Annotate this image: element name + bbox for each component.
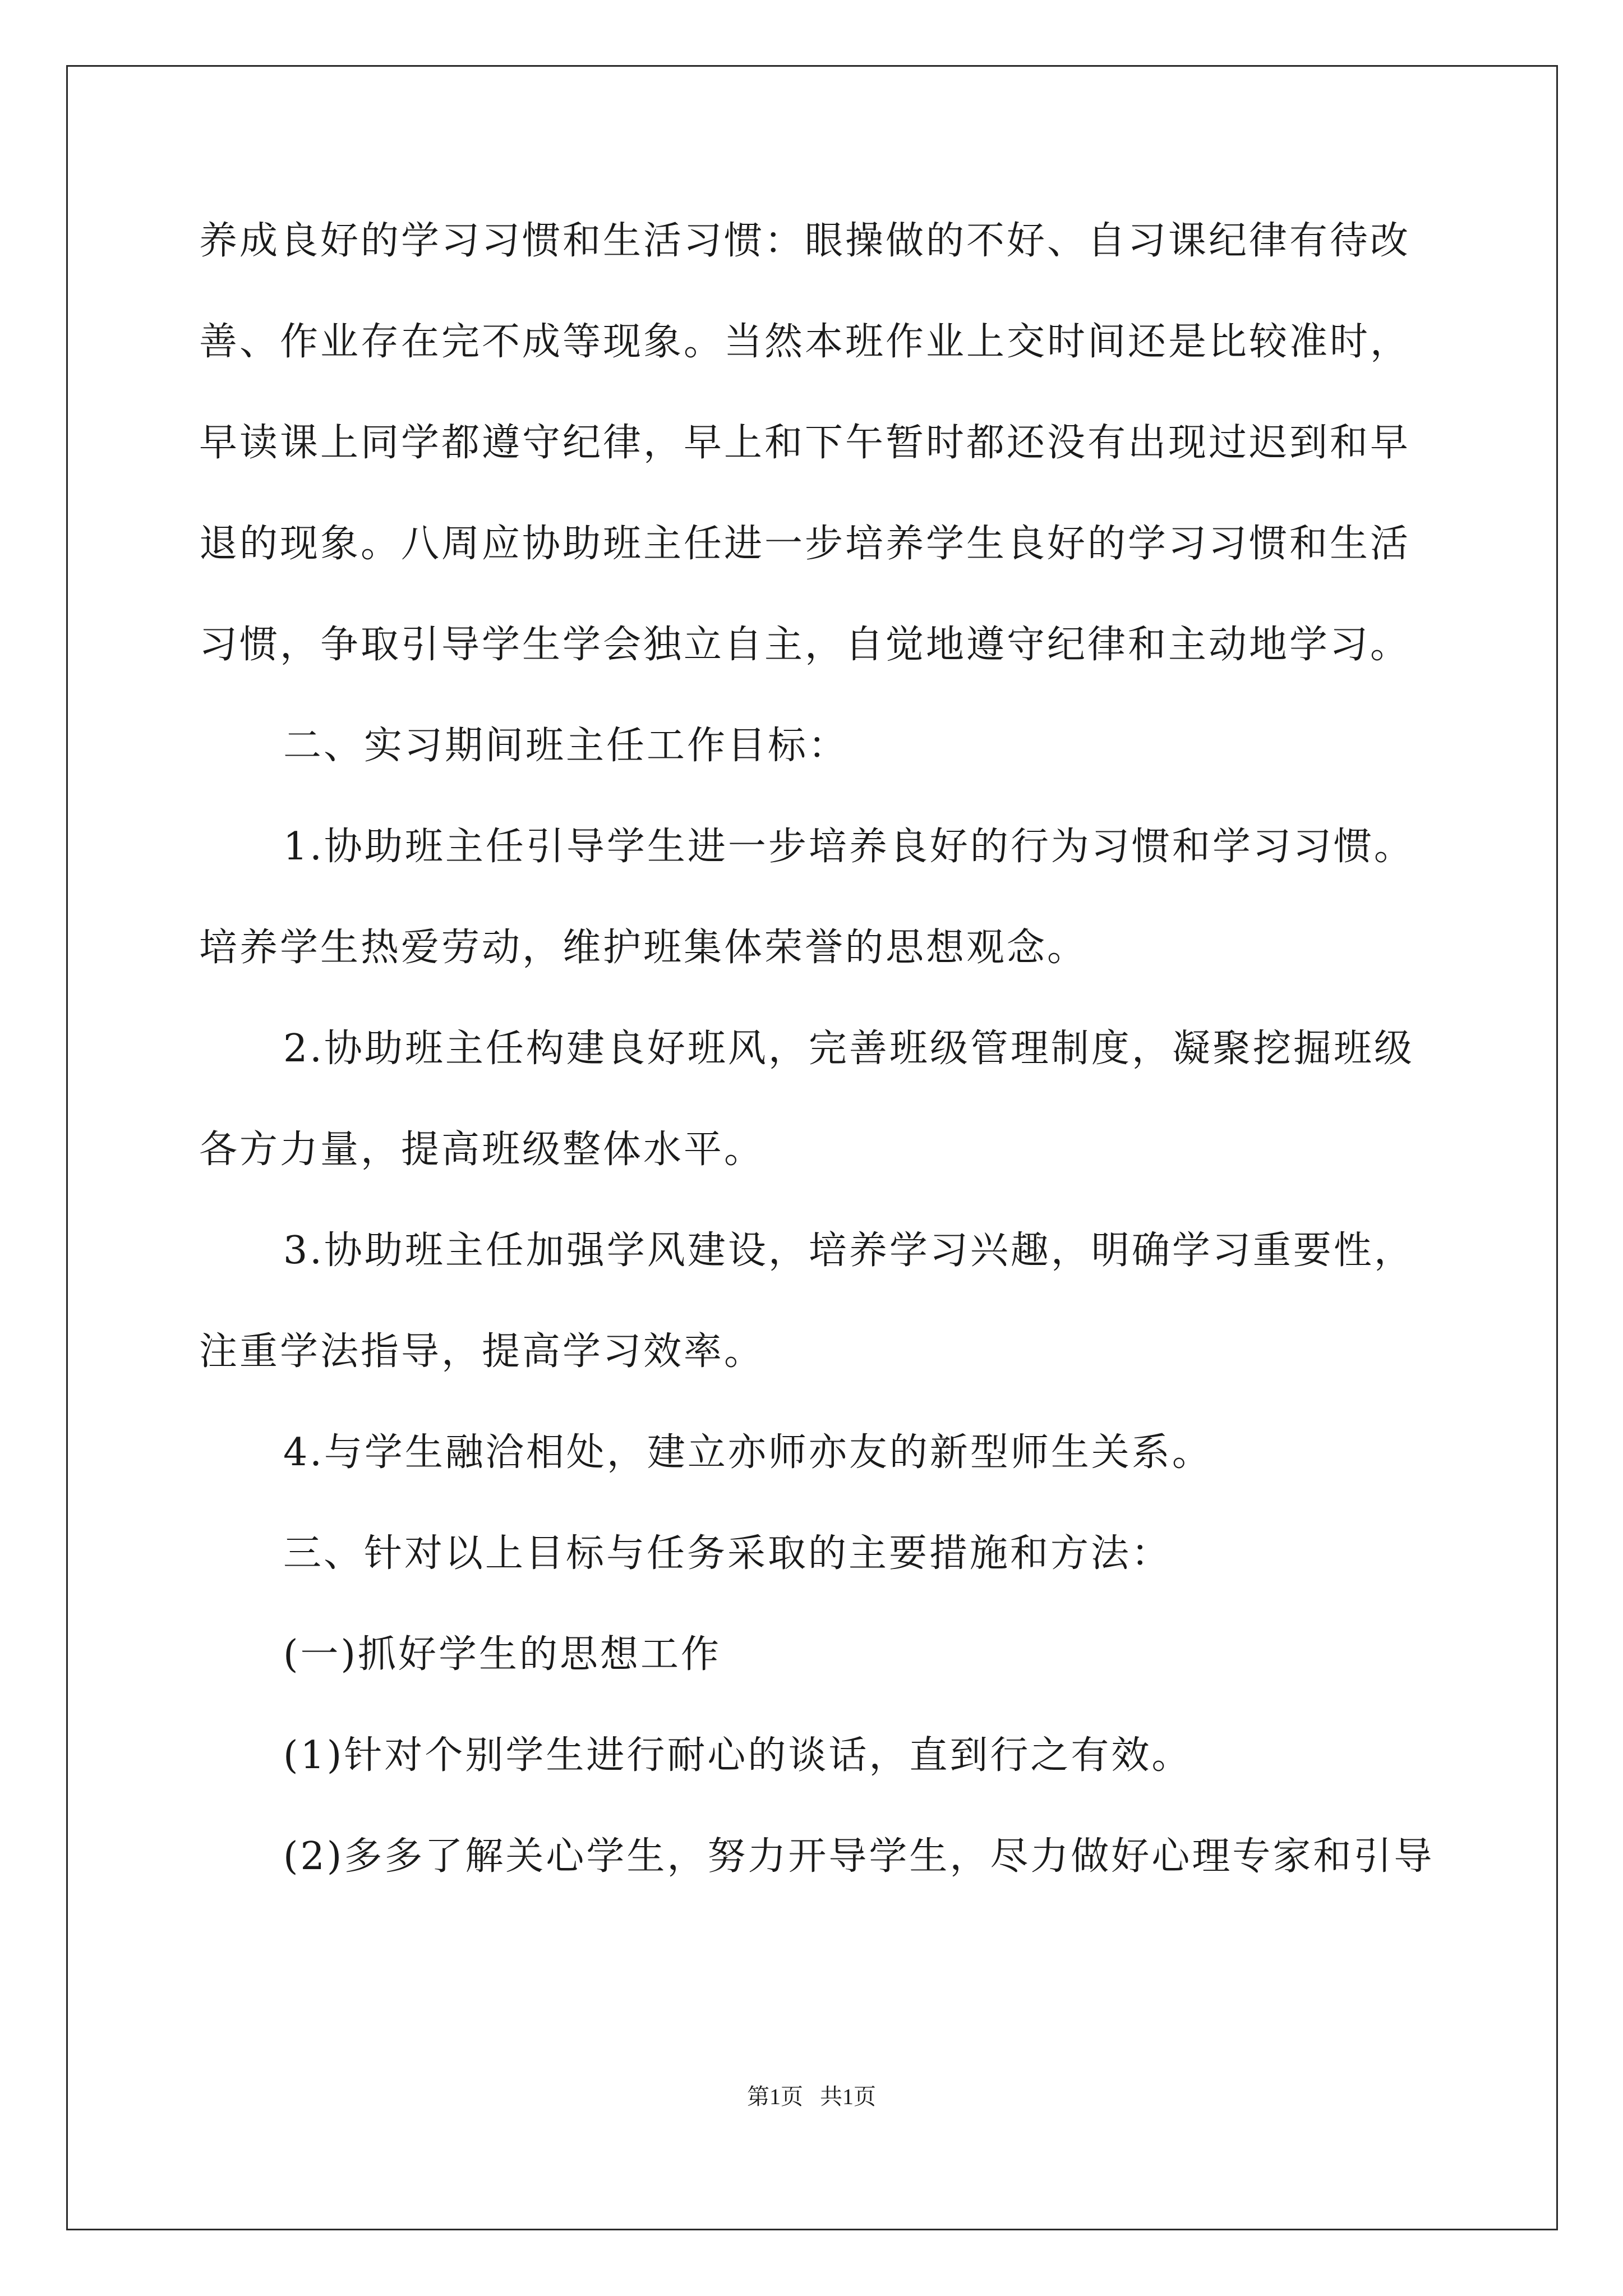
section-heading-3: 三、针对以上目标与任务采取的主要措施和方法： (283, 1531, 1172, 1576)
text-line-5: 习惯，争取引导学生学会独立自主，自觉地遵守纪律和主动地学习。 (199, 623, 1411, 667)
goal-item-3: 3.协助班主任加强学风建设，培养学习兴趣，明确学习重要性， (283, 1228, 1414, 1273)
measure-item-1: (1)针对个别学生进行耐心的谈话，直到行之有效。 (283, 1733, 1192, 1778)
page-footer: 第1页 共1页 (747, 2084, 876, 2109)
goal-item-1-cont: 培养学生热爱劳动，维护班集体荣誉的思想观念。 (199, 926, 1088, 970)
text-line-3: 早读课上同学都遵守纪律，早上和下午暂时都还没有出现过迟到和早 (199, 421, 1411, 465)
measure-item-2: (2)多多了解关心学生，努力开导学生，尽力做好心理专家和引导 (283, 1834, 1435, 1879)
subsection-heading-1: (一)抓好学生的思想工作 (283, 1632, 722, 1677)
text-line-1: 养成良好的学习习惯和生活习惯：眼操做的不好、自习课纪律有待改 (199, 219, 1411, 263)
goal-item-3-cont: 注重学法指导，提高学习效率。 (199, 1329, 765, 1374)
text-line-4: 退的现象。八周应协助班主任进一步培养学生良好的学习习惯和生活 (199, 522, 1411, 566)
section-heading-2: 二、实习期间班主任工作目标： (283, 724, 849, 768)
text-line-2: 善、作业存在完不成等现象。当然本班作业上交时间还是比较准时， (199, 320, 1411, 364)
goal-item-2: 2.协助班主任构建良好班风，完善班级管理制度，凝聚挖掘班级 (283, 1027, 1414, 1071)
goal-item-1: 1.协助班主任引导学生进一步培养良好的行为习惯和学习习惯。 (283, 825, 1414, 869)
goal-item-2-cont: 各方力量，提高班级整体水平。 (199, 1128, 765, 1172)
goal-item-4: 4.与学生融洽相处，建立亦师亦友的新型师生关系。 (283, 1430, 1212, 1475)
